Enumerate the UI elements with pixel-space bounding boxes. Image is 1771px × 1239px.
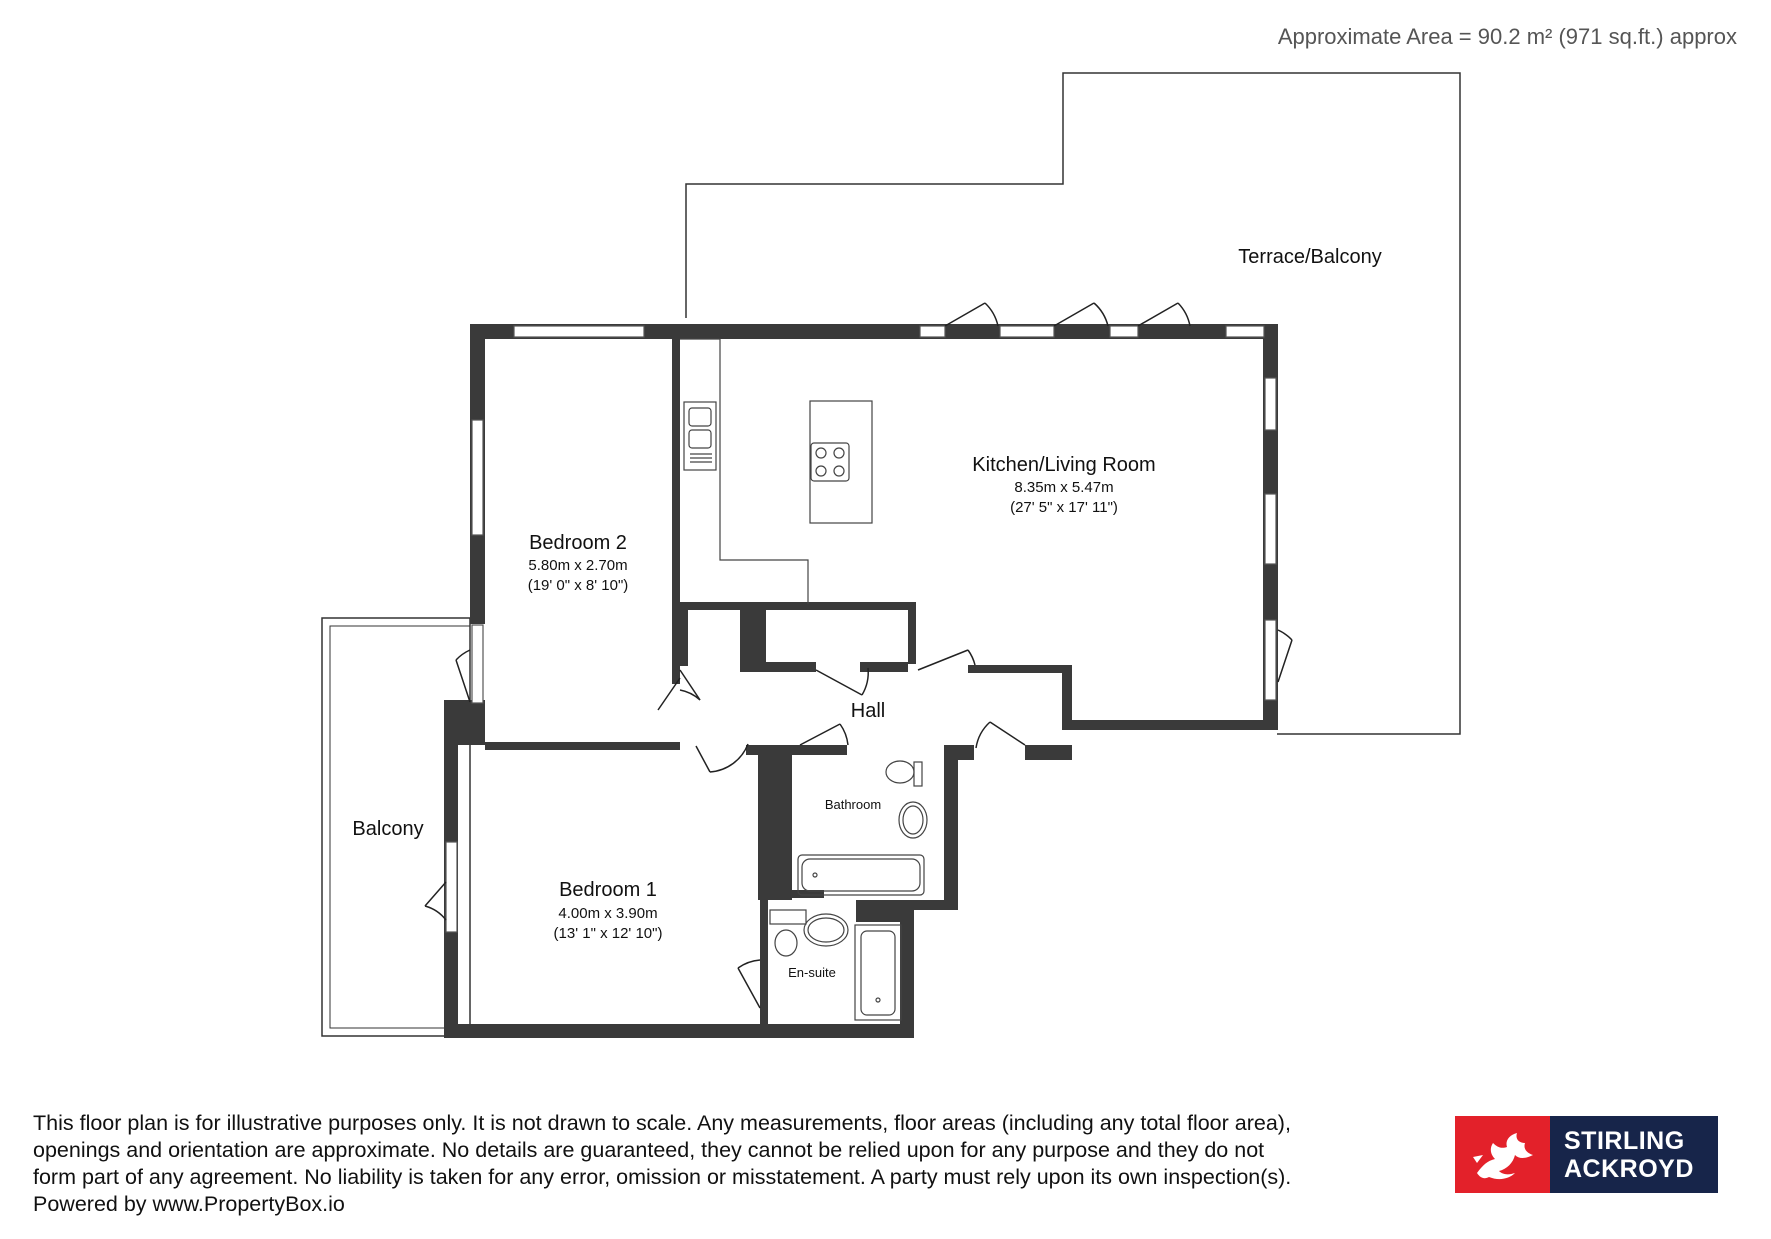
- griffin-icon: [1455, 1116, 1550, 1193]
- approximate-area: Approximate Area = 90.2 m² (971 sq.ft.) approx: [1277, 24, 1737, 49]
- bedroom1-metric: 4.00m x 3.90m: [558, 905, 658, 922]
- bedroom2-metric: 5.80m x 2.70m: [528, 557, 628, 574]
- bedroom2-imperial: (19' 0" x 8' 10"): [527, 577, 629, 594]
- disclaimer: [33, 1110, 1453, 1218]
- logo-text: [1550, 1116, 1718, 1193]
- hall-label: Hall: [850, 700, 886, 722]
- bedroom1-label: Bedroom 1: [559, 879, 657, 901]
- kitchen-fittings: [680, 339, 872, 604]
- terrace-label: Terrace/Balcony: [1238, 246, 1382, 268]
- bedroom1-imperial: (13' 1" x 12' 10"): [553, 925, 663, 942]
- disclaimer-line: form part of any agreement. No liability is taken for any error, omission or misstatement. A party must rely upon its own inspection(s).: [33, 1165, 1292, 1189]
- kitchen-metric: 8.35m x 5.47m: [1014, 479, 1114, 496]
- stirling-ackroyd-logo: [1455, 1116, 1718, 1193]
- terrace-outline: [686, 73, 1460, 734]
- kitchen-imperial: (27' 5" x 17' 11"): [1010, 499, 1118, 516]
- bedroom2-label: Bedroom 2: [529, 532, 627, 554]
- disclaimer-line: This floor plan is for illustrative purposes only. It is not drawn to scale. Any measurements, floor areas (including any total floor area),: [33, 1111, 1291, 1135]
- bathroom-label: Bathroom: [824, 797, 882, 812]
- balcony-label: Balcony: [352, 818, 424, 840]
- kitchen-label: Kitchen/Living Room: [972, 454, 1156, 476]
- powered-by: Powered by www.PropertyBox.io: [33, 1192, 345, 1216]
- disclaimer-line: openings and orientation are approximate. No details are guaranteed, they cannot be relied upon for any purpose and they do not: [33, 1138, 1265, 1162]
- ensuite-label: En-suite: [788, 965, 836, 980]
- logo-line2: ACKROYD: [1564, 1154, 1694, 1183]
- windows: [446, 326, 1276, 932]
- logo-line1: STIRLING: [1564, 1126, 1685, 1155]
